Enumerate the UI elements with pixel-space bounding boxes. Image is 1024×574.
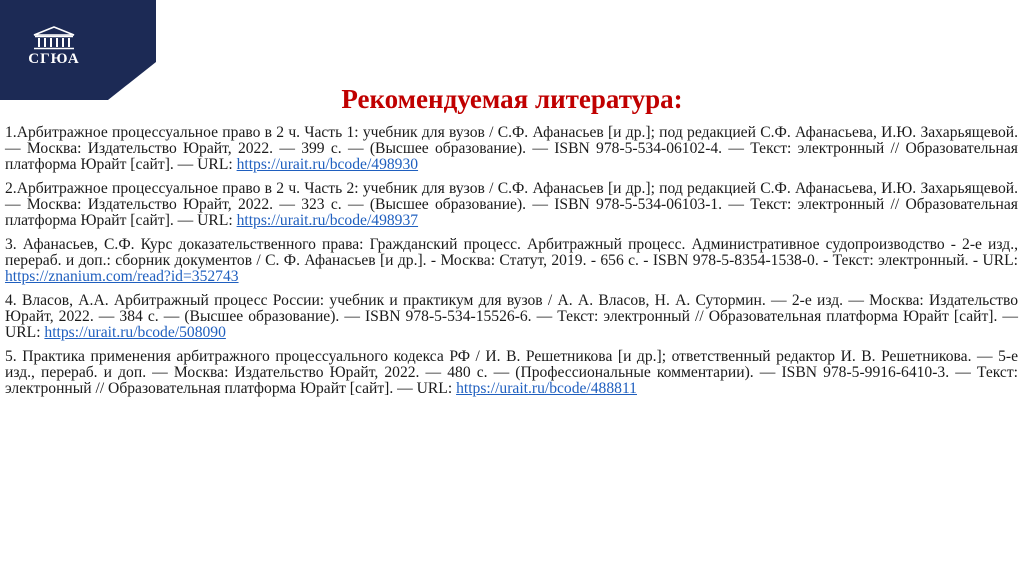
reference-text: 4. Власов, А.А. Арбитражный процесс России: учебник и практикум для вузов / А. А. Власов, Н. А. Сутормин. — 2-е изд. — Москва: Издательство Юрайт, 2022. — 384 с. — (Высшее образование). — ISBN 978-5-534-15526-6. — Текст: электронный // Образовательная платформа Юрайт [сайт]. — URL: bbox=[5, 292, 1018, 341]
building-icon bbox=[31, 26, 77, 50]
reference-item bbox=[5, 293, 1018, 341]
reference-link[interactable]: https://urait.ru/bcode/488811 bbox=[456, 380, 637, 397]
reference-item bbox=[5, 237, 1018, 285]
reference-item bbox=[5, 181, 1018, 229]
reference-item bbox=[5, 125, 1018, 173]
logo-text: СГЮА bbox=[28, 51, 80, 67]
reference-text: 1.Арбитражное процессуальное право в 2 ч. Часть 1: учебник для вузов / С.Ф. Афанасьев [и др.]; под редакцией С.Ф. Афанасьева, И.Ю. Захарьящевой. — Москва: Издательство Юрайт, 2022. — 399 с. — (Высшее образование). — ISBN 978-5-534-06102-4. — Текст: электронный // Образовательная платформа Юрайт [сайт]. — URL: bbox=[5, 124, 1018, 173]
reference-item bbox=[5, 349, 1018, 397]
logo bbox=[14, 26, 94, 76]
reference-link[interactable]: https://urait.ru/bcode/508090 bbox=[44, 324, 226, 341]
reference-list bbox=[5, 125, 1018, 405]
reference-link[interactable]: https://urait.ru/bcode/498930 bbox=[236, 156, 419, 173]
reference-text: 5. Практика применения арбитражного процессуального кодекса РФ / И. В. Решетникова [и др.]; ответственный редактор И. В. Решетникова. — 5-е изд., перераб. и доп. — Москва: Издательство Юрайт, 2022. — 480 с. — (Профессиональные комментарии). — ISBN 978-5-9916-6410-3. — Текст: электронный // Образовательная платформа Юрайт [сайт]. — URL: bbox=[5, 348, 1018, 397]
reference-link[interactable]: https://znanium.com/read?id=352743 bbox=[5, 268, 239, 285]
reference-text: 2.Арбитражное процессуальное право в 2 ч. Часть 2: учебник для вузов / С.Ф. Афанасьев [и др.]; под редакцией С.Ф. Афанасьева, И.Ю. Захарьящевой. — Москва: Издательство Юрайт, 2022. — 323 с. — (Высшее образование). — ISBN 978-5-534-06103-1. — Текст: электронный // Образовательная платформа Юрайт [сайт]. — URL: bbox=[5, 180, 1018, 229]
page-title: Рекомендуемая литература: bbox=[341, 84, 683, 114]
reference-text: 3. Афанасьев, С.Ф. Курс доказательственного права: Гражданский процесс. Арбитражный процесс. Административное судопроизводство - 2-е изд., перераб. и доп.: сборник документов / С. Ф. Афанасьев [и др.]. - Москва: Статут, 2019. - 656 с. - ISBN 978-5-8354-1538-0. - Текст: электронный. - URL: bbox=[5, 236, 1018, 269]
reference-link[interactable]: https://urait.ru/bcode/498937 bbox=[236, 212, 419, 229]
